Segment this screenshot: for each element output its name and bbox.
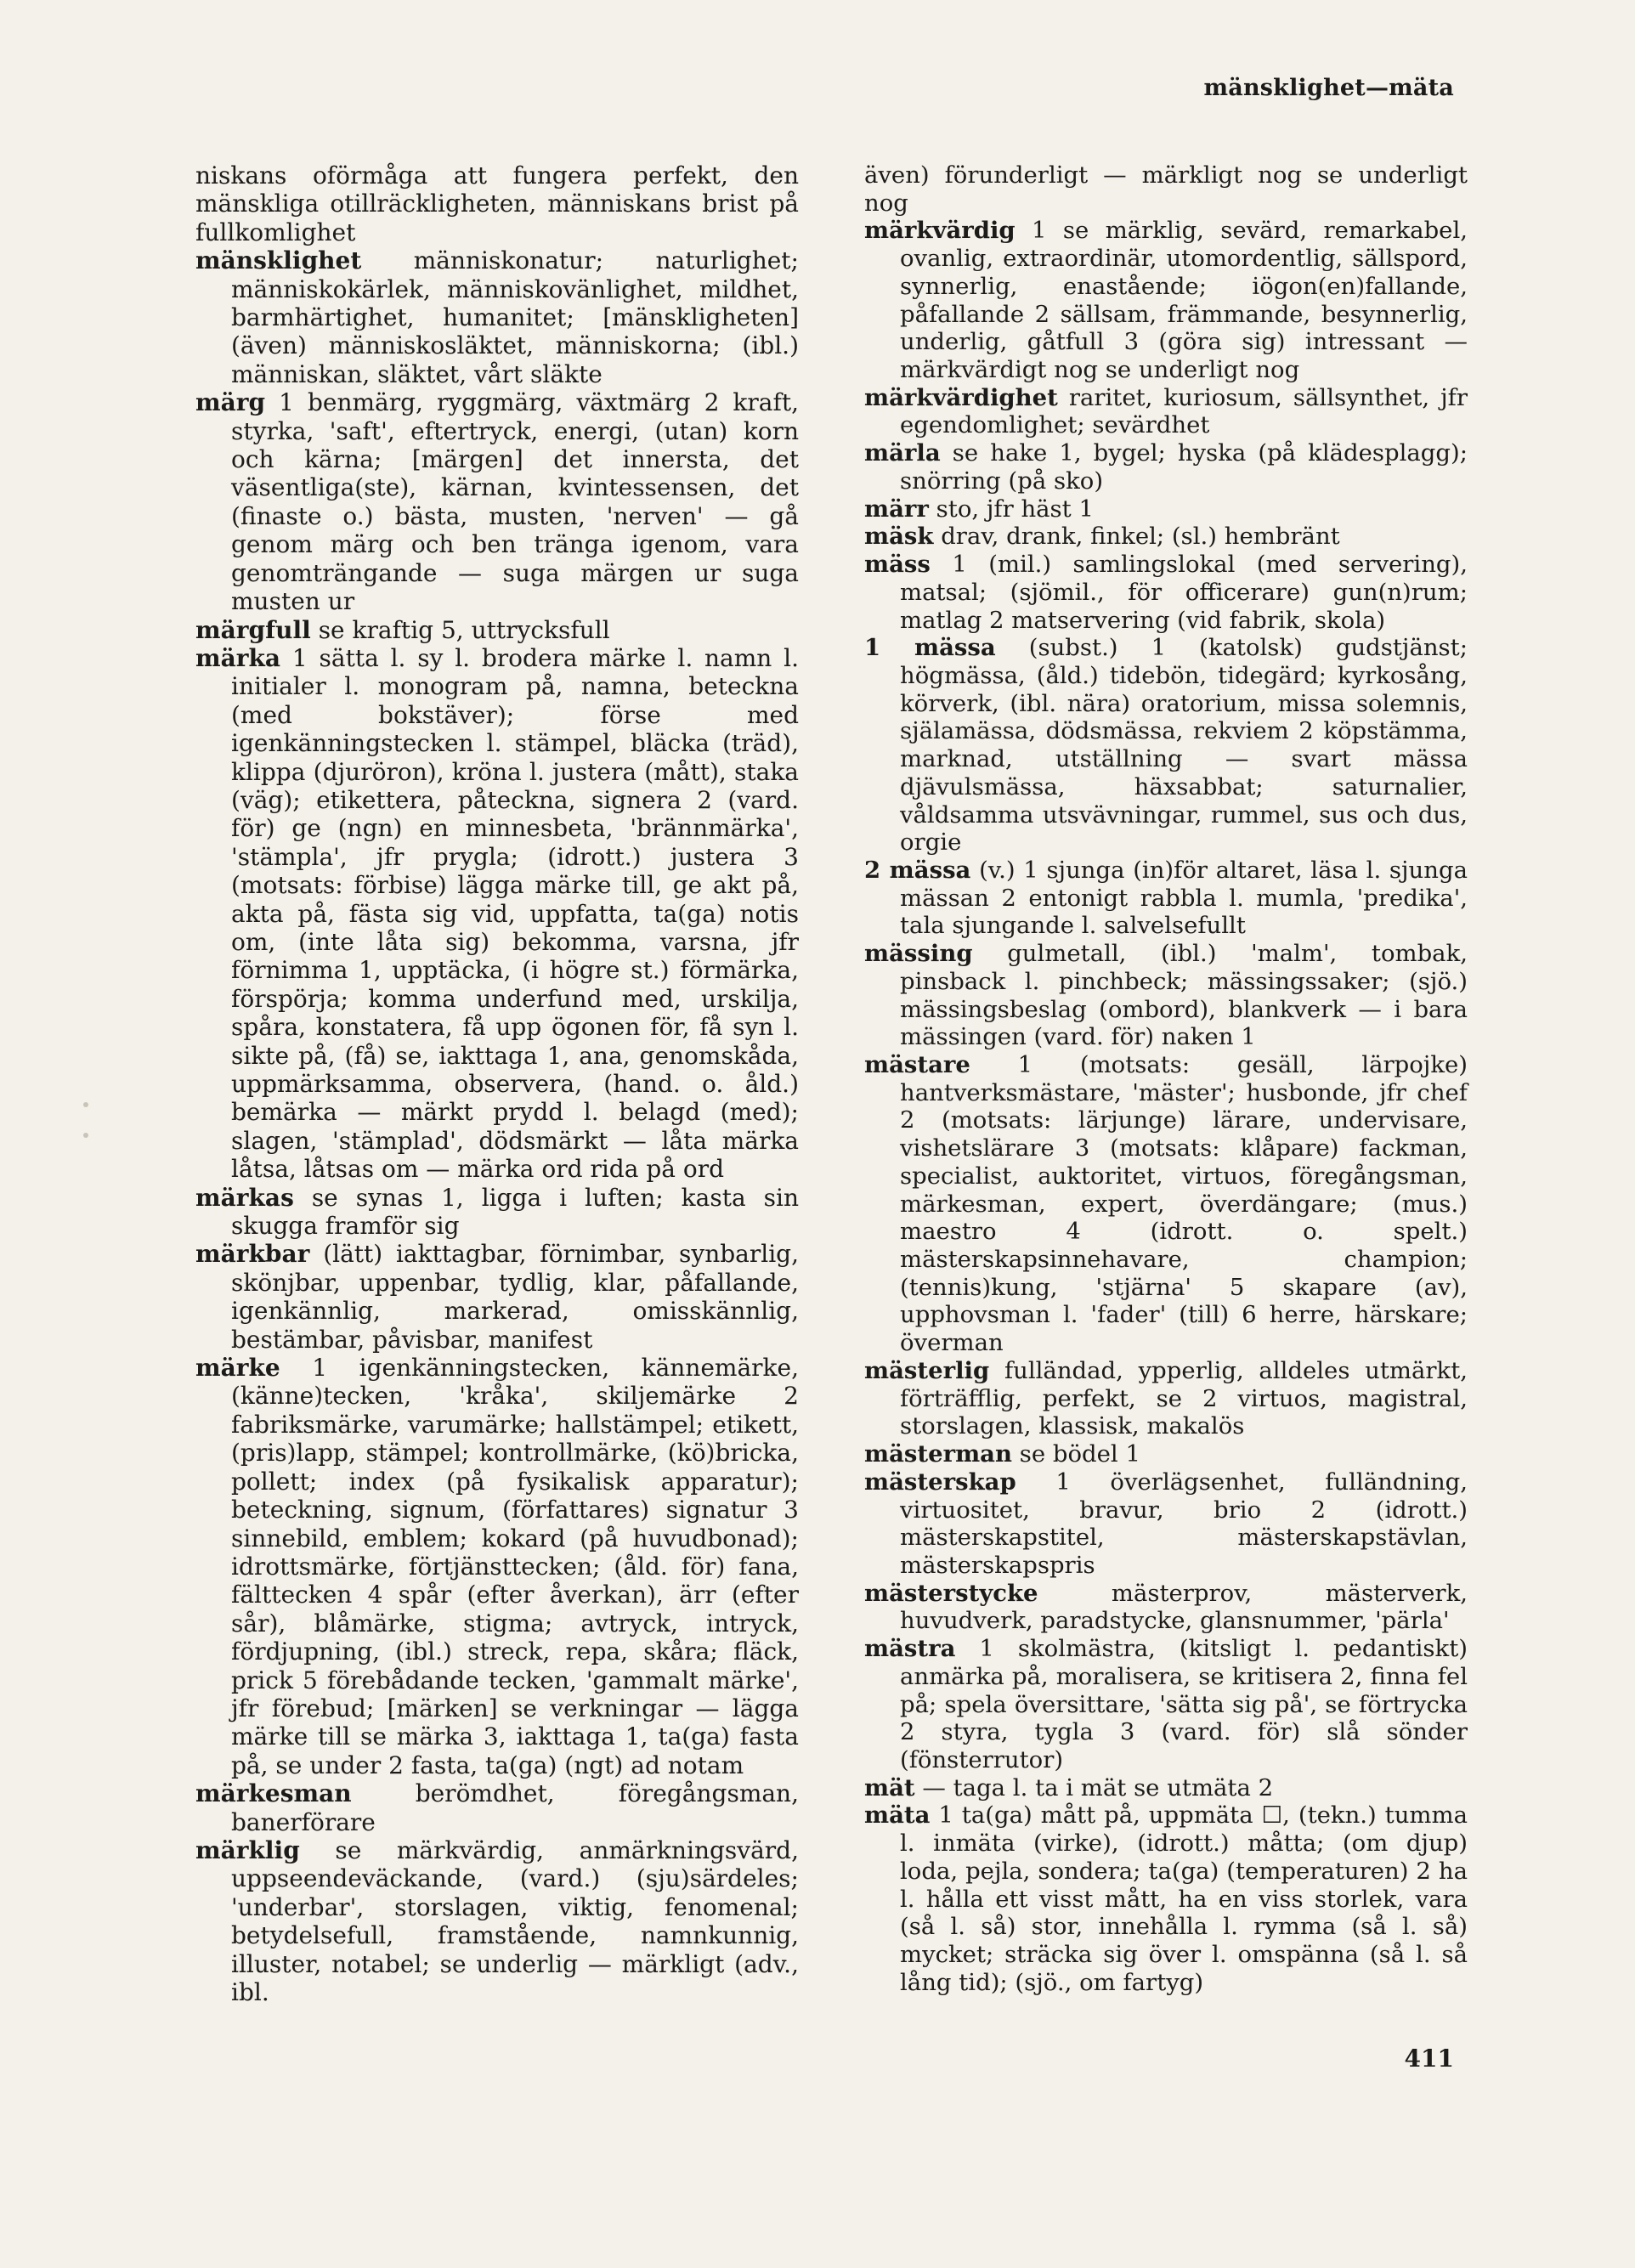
dictionary-entry <box>864 523 1468 551</box>
entry-definition: se hake 1, bygel; hyska (på klädesplagg); snörring (på sko) <box>900 439 1468 495</box>
entry-definition: mästerprov, mästerverk, huvudverk, paradstycke, glansnummer, 'pärla' <box>900 1579 1468 1635</box>
left-column <box>195 161 799 2006</box>
entry-definition: gulmetall, (ibl.) 'malm', tombak, pinsback l. pinchbeck; mässingssaker; (sjö.) mässingsbeslag (ombord), blankverk — i bara mässingen (vard. för) naken 1 <box>900 940 1468 1051</box>
dictionary-entry <box>864 634 1468 857</box>
entry-definition: (subst.) 1 (katolsk) gudstjänst; högmässa, (åld.) tidebön, tidegärd; kyrkosång, körverk, (ibl. nära) oratorium, missa solemnis, själamässa, dödsmässa, rekviem 2 köpstämma, marknad, utställning — svart mässa djävulsmässa, häxsabbat; saturnalier, våldsamma utsvävningar, rummel, sus och dus, orgie <box>900 634 1468 857</box>
entry-headword: märke <box>195 1354 280 1383</box>
entry-headword: mäta <box>864 1801 931 1830</box>
dictionary-entry <box>195 1354 799 1779</box>
dictionary-entry <box>195 644 799 1184</box>
entry-definition: 1 benmärg, ryggmärg, växtmärg 2 kraft, styrka, 'saft', eftertryck, energi, (utan) korn och kärna; [märgen] det innersta, det väsentliga(ste), kärnan, kvintessensen, det (finaste o.) bästa, musten, 'nerven' — gå genom märg och ben tränga igenom, vara genomträngande — suga märgen ur suga musten ur <box>231 388 799 616</box>
dictionary-entry <box>864 1357 1468 1440</box>
dictionary-entry <box>864 384 1468 439</box>
entry-definition: (lätt) iakttagbar, förnimbar, synbarlig, skönjbar, uppenbar, tydlig, klar, påfallande, igenkännlig, markerad, omisskännlig, bestämbar, påvisbar, manifest <box>231 1240 799 1354</box>
dictionary-entry <box>195 1836 799 2006</box>
entry-headword: mästerskap <box>864 1468 1016 1496</box>
entry-definition: sto, jfr häst 1 <box>936 495 1094 523</box>
entry-headword: märklig <box>195 1835 300 1864</box>
dictionary-entry <box>864 1440 1468 1468</box>
dictionary-entry <box>864 217 1468 383</box>
dictionary-entry <box>864 1580 1468 1635</box>
entry-definition: 1 igenkänningstecken, kännemärke, (känne)tecken, 'kråka', skiljemärke 2 fabriksmärke, varumärke; hallstämpel; etikett, (pris)lapp, stämpel; kontrollmärke, (kö)bricka, pollett; index (på fysikalisk apparatur); beteckning, signum, (författares) signatur 3 sinnebild, emblem; kokard (på huvudbonad); idrottsmärke, förtjänsttecken; (åld. för) fana, fälttecken 4 spår (efter åverkan), ärr (efter sår), blåmärke, stigma; avtryck, intryck, fördjupning, (ibl.) streck, repa, skåra; fläck, prick 5 förebådande tecken, 'gammalt märke', jfr förebud; [märken] se verkningar — lägga märke till se märka 3, iakttaga 1, ta(ga) fasta på, se under 2 fasta, ta(ga) (ngt) ad notam <box>231 1354 799 1779</box>
entry-headword: mästare <box>864 1051 970 1078</box>
entry-definition: 1 (mil.) samlingslokal (med servering), matsal; (sjömil., för officerare) gun(n)rum; matlag 2 matservering (vid fabrik, skola) <box>900 551 1468 634</box>
entry-definition: 1 se märklig, sevärd, remarkabel, ovanlig, extraordinär, utomordentlig, sällspord, synnerlig, enastående; iögon(en)fallande, påfallande 2 sällsam, främmande, besynnerlig, underlig, gåtfull 3 (göra sig) intressant — märkvärdigt nog se underligt nog <box>900 217 1468 384</box>
entry-headword: mänsklighet <box>195 246 362 275</box>
entry-headword: mässing <box>864 940 973 968</box>
entry-definition: — taga l. ta i mät se utmäta 2 <box>922 1773 1274 1801</box>
entry-definition: fulländad, ypperlig, alldeles utmärkt, förträfflig, perfekt, se 2 virtuos, magistral, storslagen, klassisk, makalös <box>900 1356 1468 1440</box>
entry-headword: mäsk <box>864 523 934 551</box>
dictionary-entry <box>864 1801 1468 1996</box>
entry-headword: märkas <box>195 1183 294 1212</box>
entry-headword: märg <box>195 388 266 417</box>
binding-hole <box>83 1102 88 1107</box>
entry-definition: människonatur; naturlighet; människokärlek, människovänlighet, mildhet, barmhärtighet, humanitet; [mänskligheten] (även) människosläktet, människorna; (ibl.) människan, släktet, vårt släkte <box>231 246 799 388</box>
entry-definition: (v.) 1 sjunga (in)för altaret, läsa l. sjunga mässan 2 entonigt rabbla l. mumla, 'predika', tala sjungande l. salvelsefullt <box>900 856 1468 940</box>
binding-hole <box>83 1133 88 1138</box>
entry-headword: märka <box>195 643 281 672</box>
dictionary-entry <box>864 857 1468 940</box>
entry-definition: drav, drank, finkel; (sl.) hembränt <box>941 523 1340 551</box>
entry-headword: märgfull <box>195 615 311 644</box>
entry-headword: 1 mässa <box>864 634 996 662</box>
entry-headword: mästerlig <box>864 1356 990 1384</box>
dictionary-entry <box>195 1779 799 1836</box>
entry-headword: mästerstycke <box>864 1579 1038 1607</box>
entry-definition: 1 sätta l. sy l. brodera märke l. namn l. initialer l. monogram på, namna, beteckna (med bokstäver); förse med igenkänningstecken l. stämpel, bläcka (träd), klippa (djuröron), kröna l. justera (mått), staka (väg); etikettera, påteckna, signera 2 (vard. för) ge (ngn) en minnesbeta, 'brännmärka', 'stämpla', jfr prygla; (idrott.) justera 3 (motsats: förbise) lägga märke till, ge akt på, akta på, fästa sig vid, uppfatta, ta(ga) notis om, (inte låta sig) bekomma, varsna, jfr förnimma 1, upptäcka, (i högre st.) förmärka, förspörja; komma underfund med, urskilja, spåra, konstatera, få upp ögonen för, få syn l. sikte på, (få) se, iakttaga 1, ana, genomskåda, uppmärksamma, observera, (hand. o. åld.) bemärka — märkt prydd l. belagd (med); slagen, 'stämplad', dödsmärkt — låta märka låtsa, låtsas om — märka ord rida på ord <box>231 643 799 1184</box>
entry-headword: märla <box>864 439 941 467</box>
dictionary-entry <box>864 161 1468 217</box>
dictionary-entry <box>195 161 799 246</box>
dictionary-entry <box>195 616 799 644</box>
entry-headword: märkvärdighet <box>864 383 1058 411</box>
entry-definition: raritet, kuriosum, sällsynthet, jfr egendomlighet; sevärdhet <box>900 383 1468 439</box>
entry-headword: mäss <box>864 551 931 579</box>
dictionary-entry <box>195 1240 799 1354</box>
dictionary-entry <box>195 1184 799 1241</box>
entry-headword: 2 mässa <box>864 856 971 884</box>
running-header: mänsklighet—mäta <box>1203 75 1454 101</box>
entry-definition: se märkvärdig, anmärkningsvärd, uppseendeväckande, (vard.) (sju)särdeles; 'underbar', storslagen, viktig, fenomenal; betydelsefull, framstående, namnkunnig, illuster, notabel; se underlig — märkligt (adv., ibl. <box>231 1835 799 2006</box>
entry-headword: märr <box>864 495 929 523</box>
entry-definition: 1 ta(ga) mått på, uppmäta ☐, (tekn.) tumma l. inmäta (virke), (idrott.) måtta; (om djup) loda, pejla, sondera; ta(ga) (temperaturen) 2 ha l. hålla ett visst mått, ha en viss storlek, vara (så l. så) stor, innehålla l. rymma (så l. så) mycket; sträcka sig över l. omspänna (så l. så lång tid); (sjö., om fartyg) <box>900 1801 1468 1996</box>
entry-headword: märkesman <box>195 1779 352 1808</box>
dictionary-entry <box>864 1051 1468 1357</box>
page-number: 411 <box>1404 2045 1454 2073</box>
dictionary-entry <box>864 1468 1468 1580</box>
entry-headword: mät <box>864 1773 915 1801</box>
dictionary-entry <box>864 495 1468 523</box>
entry-definition: 1 (motsats: gesäll, lärpojke) hantverksmästare, 'mäster'; husbonde, jfr chef 2 (motsats: lärjunge) lärare, undervisare, vishetslärare 3 (motsats: klåpare) fackman, specialist, auktoritet, virtuos, föregångsman, märkesman, expert, överdängare; (mus.) maestro 4 (idrott. o. spelt.) mästerskapsinnehavare, champion; (tennis)kung, 'stjärna' 5 skapare (av), upphovsman l. 'fader' (till) 6 herre, härskare; överman <box>900 1051 1468 1357</box>
entry-definition: se kraftig 5, uttrycksfull <box>318 615 610 644</box>
entry-definition: se synas 1, ligga i luften; kasta sin skugga framför sig <box>231 1183 799 1241</box>
entry-definition: 1 skolmästra, (kitsligt l. pedantiskt) anmärka på, moralisera, se kritisera 2, finna fel på; spela översittare, 'sätta sig på', se förtrycka 2 styra, tygla 3 (vard. för) slå sönder (fönsterrutor) <box>900 1635 1468 1773</box>
dictionary-entry <box>864 439 1468 495</box>
entry-definition: berömdhet, föregångsman, banerförare <box>231 1779 799 1836</box>
dictionary-entry <box>195 246 799 388</box>
entry-headword: märkbar <box>195 1240 310 1269</box>
dictionary-entry <box>864 1635 1468 1774</box>
dictionary-entry <box>864 940 1468 1051</box>
entry-definition: niskans oförmåga att fungera perfekt, den mänskliga otillräckligheten, människans brist på fullkomlighet <box>195 161 799 246</box>
dictionary-entry <box>864 551 1468 634</box>
entry-definition: 1 överlägsenhet, fulländning, virtuositet, bravur, brio 2 (idrott.) mästerskapstitel, mästerskapstävlan, mästerskapspris <box>900 1468 1468 1579</box>
entry-headword: märkvärdig <box>864 217 1016 245</box>
dictionary-entry <box>195 388 799 615</box>
entry-definition: se bödel 1 <box>1019 1440 1140 1468</box>
entry-headword: mästerman <box>864 1440 1012 1468</box>
right-column <box>864 161 1468 1996</box>
dictionary-entry <box>864 1774 1468 1802</box>
entry-headword: mästra <box>864 1635 956 1663</box>
entry-definition: även) förunderligt — märkligt nog se underligt nog <box>864 161 1468 217</box>
